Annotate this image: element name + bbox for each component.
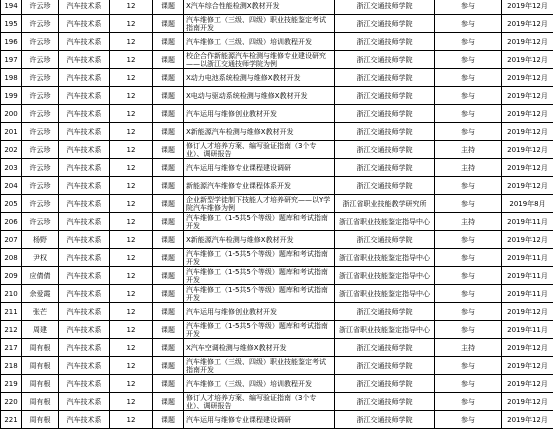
code-cell: 12 [110, 51, 153, 69]
role-cell: 参与 [435, 87, 502, 105]
code-cell: 12 [110, 87, 153, 105]
organization-cell: 浙江省职业技能鉴定指导中心 [335, 321, 435, 339]
code-cell: 12 [110, 105, 153, 123]
department-cell: 汽车技术系 [59, 303, 110, 321]
date-cell: 2019年12月 [502, 69, 553, 87]
role-cell: 参与 [435, 411, 502, 429]
role-cell: 参与 [435, 0, 502, 15]
role-cell: 参与 [435, 15, 502, 33]
organization-cell: 浙江交通技师学院 [335, 0, 435, 15]
department-cell: 汽车技术系 [59, 87, 110, 105]
code-cell: 12 [110, 249, 153, 267]
row-number-cell: 197 [1, 51, 22, 69]
role-cell: 参与 [435, 231, 502, 249]
table-row [1, 267, 553, 285]
table-row [1, 105, 553, 123]
person-name-cell: 许云珍 [22, 123, 59, 141]
role-cell: 主持 [435, 159, 502, 177]
project-title-cell: 汽车维修工（三级、四级）职业技能鉴定考试指南开发 [184, 15, 335, 33]
code-cell: 12 [110, 33, 153, 51]
project-title-cell: 修订人才培养方案、编写验证指南（3个专业）、调研报告 [184, 141, 335, 159]
person-name-cell: 杨野 [22, 231, 59, 249]
table-row [1, 357, 553, 375]
department-cell: 汽车技术系 [59, 159, 110, 177]
project-title-cell: 汽车运用与维修创业教材开发 [184, 105, 335, 123]
category-cell: 课题 [153, 177, 184, 195]
project-title-cell: 汽车维修工（1-5共5个等级）题库和考试指南开发 [184, 249, 335, 267]
organization-cell: 浙江省职业技能鉴定指导中心 [335, 249, 435, 267]
category-cell: 课题 [153, 285, 184, 303]
date-cell: 2019年12月 [502, 123, 553, 141]
project-title-cell: X新能源汽车检测与维修X教材开发 [184, 231, 335, 249]
row-number-cell: 218 [1, 357, 22, 375]
table-row [1, 195, 553, 213]
table-row [1, 51, 553, 69]
department-cell: 汽车技术系 [59, 51, 110, 69]
date-cell: 2019年12月 [502, 231, 553, 249]
organization-cell: 浙江交通技师学院 [335, 339, 435, 357]
person-name-cell: 许云珍 [22, 105, 59, 123]
code-cell: 12 [110, 123, 153, 141]
organization-cell: 浙江省职业技能教学研究所 [335, 195, 435, 213]
project-title-cell: 汽车维修工（三级、四级）培训教程开发 [184, 33, 335, 51]
row-number-cell: 201 [1, 123, 22, 141]
table-row [1, 249, 553, 267]
department-cell: 汽车技术系 [59, 123, 110, 141]
code-cell: 12 [110, 321, 153, 339]
project-title-cell: 汽车运用与维修创业教材开发 [184, 303, 335, 321]
table-row [1, 123, 553, 141]
category-cell: 课题 [153, 357, 184, 375]
row-number-cell: 195 [1, 15, 22, 33]
project-title-cell: 汽车维修工（1-5共5个等级）题库和考试指南开发 [184, 321, 335, 339]
person-name-cell: 许云珍 [22, 33, 59, 51]
table-row [1, 393, 553, 411]
organization-cell: 浙江交通技师学院 [335, 123, 435, 141]
row-number-cell: 217 [1, 339, 22, 357]
category-cell: 课题 [153, 141, 184, 159]
person-name-cell: 许云珍 [22, 177, 59, 195]
project-title-cell: 新能源汽车维修专业课程体系开发 [184, 177, 335, 195]
person-name-cell: 许云珍 [22, 213, 59, 231]
role-cell: 参与 [435, 393, 502, 411]
category-cell: 课题 [153, 375, 184, 393]
person-name-cell: 周有根 [22, 375, 59, 393]
role-cell: 参与 [435, 105, 502, 123]
role-cell: 参与 [435, 267, 502, 285]
role-cell: 主持 [435, 213, 502, 231]
category-cell: 课题 [153, 69, 184, 87]
department-cell: 汽车技术系 [59, 231, 110, 249]
category-cell: 课题 [153, 15, 184, 33]
table-row [1, 0, 553, 15]
department-cell: 汽车技术系 [59, 177, 110, 195]
table-row [1, 69, 553, 87]
category-cell: 课题 [153, 267, 184, 285]
date-cell: 2019年12月 [502, 375, 553, 393]
code-cell: 12 [110, 303, 153, 321]
row-number-cell: 211 [1, 303, 22, 321]
role-cell: 参与 [435, 51, 502, 69]
project-title-cell: 企业新型学徒制下技能人才培养研究——以Y学院汽车维修为例 [184, 195, 335, 213]
table-row [1, 375, 553, 393]
row-number-cell: 221 [1, 411, 22, 429]
date-cell: 2019年12月 [502, 51, 553, 69]
organization-cell: 浙江交通技师学院 [335, 87, 435, 105]
project-title-cell: 汽车维修工（1-5共5个等级）题库和考试指南开发 [184, 267, 335, 285]
role-cell: 参与 [435, 123, 502, 141]
date-cell: 2019年12月 [502, 177, 553, 195]
table-row [1, 141, 553, 159]
date-cell: 2019年11月 [502, 249, 553, 267]
project-title-cell: 汽车维修工（1-5共5个等级）题库和考试指南开发 [184, 285, 335, 303]
person-name-cell: 周有根 [22, 411, 59, 429]
table-row [1, 159, 553, 177]
category-cell: 课题 [153, 159, 184, 177]
project-title-cell: 汽车维修工（三级、四级）培训教程开发 [184, 375, 335, 393]
project-title-cell: 汽车运用与维修专业课程建设调研 [184, 411, 335, 429]
category-cell: 课题 [153, 195, 184, 213]
date-cell: 2019年12月 [502, 33, 553, 51]
organization-cell: 浙江交通技师学院 [335, 177, 435, 195]
person-name-cell: 许云珍 [22, 0, 59, 15]
date-cell: 2019年12月 [502, 87, 553, 105]
row-number-cell: 208 [1, 249, 22, 267]
person-name-cell: 许云珍 [22, 159, 59, 177]
code-cell: 12 [110, 195, 153, 213]
date-cell: 2019年12月 [502, 303, 553, 321]
category-cell: 课题 [153, 393, 184, 411]
row-number-cell: 199 [1, 87, 22, 105]
date-cell: 2019年12月 [502, 159, 553, 177]
table-row [1, 411, 553, 429]
date-cell: 2019年12月 [502, 15, 553, 33]
date-cell: 2019年12月 [502, 0, 553, 15]
category-cell: 课题 [153, 249, 184, 267]
person-name-cell: 余爱霞 [22, 285, 59, 303]
project-title-cell: X汽车综合性能检测X教材开发 [184, 0, 335, 15]
department-cell: 汽车技术系 [59, 33, 110, 51]
date-cell: 2019年11月 [502, 321, 553, 339]
category-cell: 课题 [153, 123, 184, 141]
person-name-cell: 许云珍 [22, 141, 59, 159]
department-cell: 汽车技术系 [59, 141, 110, 159]
table-row [1, 321, 553, 339]
date-cell: 2019年12月 [502, 357, 553, 375]
category-cell: 课题 [153, 231, 184, 249]
role-cell: 参与 [435, 375, 502, 393]
table-row [1, 303, 553, 321]
date-cell: 2019年11月 [502, 285, 553, 303]
row-number-cell: 204 [1, 177, 22, 195]
row-number-cell: 202 [1, 141, 22, 159]
department-cell: 汽车技术系 [59, 249, 110, 267]
department-cell: 汽车技术系 [59, 321, 110, 339]
department-cell: 汽车技术系 [59, 213, 110, 231]
category-cell: 课题 [153, 87, 184, 105]
code-cell: 12 [110, 285, 153, 303]
role-cell: 主持 [435, 339, 502, 357]
table-row [1, 177, 553, 195]
code-cell: 12 [110, 69, 153, 87]
organization-cell: 浙江交通技师学院 [335, 15, 435, 33]
category-cell: 课题 [153, 411, 184, 429]
organization-cell: 浙江交通技师学院 [335, 303, 435, 321]
person-name-cell: 尹权 [22, 249, 59, 267]
organization-cell: 浙江交通技师学院 [335, 411, 435, 429]
person-name-cell: 周有根 [22, 339, 59, 357]
person-name-cell: 张芒 [22, 303, 59, 321]
date-cell: 2019年8月 [502, 195, 553, 213]
date-cell: 2019年12月 [502, 141, 553, 159]
code-cell: 12 [110, 357, 153, 375]
person-name-cell: 许云珍 [22, 15, 59, 33]
role-cell: 参与 [435, 303, 502, 321]
organization-cell: 浙江交通技师学院 [335, 51, 435, 69]
person-name-cell: 周建 [22, 321, 59, 339]
role-cell: 参与 [435, 321, 502, 339]
date-cell: 2019年11月 [502, 267, 553, 285]
category-cell: 课题 [153, 213, 184, 231]
date-cell: 2019年11月 [502, 213, 553, 231]
table-row [1, 285, 553, 303]
row-number-cell: 198 [1, 69, 22, 87]
organization-cell: 浙江交通技师学院 [335, 231, 435, 249]
code-cell: 12 [110, 0, 153, 15]
organization-cell: 浙江省职业技能鉴定指导中心 [335, 267, 435, 285]
row-number-cell: 200 [1, 105, 22, 123]
code-cell: 12 [110, 393, 153, 411]
category-cell: 课题 [153, 321, 184, 339]
project-title-cell: X电动与驱动系统检测与维修X教材开发 [184, 87, 335, 105]
table-row [1, 213, 553, 231]
person-name-cell: 许云珍 [22, 69, 59, 87]
department-cell: 汽车技术系 [59, 357, 110, 375]
row-number-cell: 205 [1, 195, 22, 213]
department-cell: 汽车技术系 [59, 267, 110, 285]
date-cell: 2019年12月 [502, 411, 553, 429]
role-cell: 参与 [435, 195, 502, 213]
department-cell: 汽车技术系 [59, 105, 110, 123]
organization-cell: 浙江交通技师学院 [335, 393, 435, 411]
code-cell: 12 [110, 231, 153, 249]
project-title-cell: 修订人才培养方案、编写验证指南（3个专业）、调研报告 [184, 393, 335, 411]
person-name-cell: 周有根 [22, 393, 59, 411]
code-cell: 12 [110, 411, 153, 429]
category-cell: 课题 [153, 33, 184, 51]
organization-cell: 浙江交通技师学院 [335, 141, 435, 159]
department-cell: 汽车技术系 [59, 375, 110, 393]
code-cell: 12 [110, 177, 153, 195]
row-number-cell: 194 [1, 0, 22, 15]
category-cell: 课题 [153, 0, 184, 15]
project-title-cell: X动力电池系统检测与维修X教材开发 [184, 69, 335, 87]
project-title-cell: 汽车维修工（1-5共5个等级）题库和考试指南开发 [184, 213, 335, 231]
department-cell: 汽车技术系 [59, 285, 110, 303]
organization-cell: 浙江交通技师学院 [335, 69, 435, 87]
person-name-cell: 应倩倩 [22, 267, 59, 285]
row-number-cell: 220 [1, 393, 22, 411]
category-cell: 课题 [153, 51, 184, 69]
organization-cell: 浙江省职业技能鉴定指导中心 [335, 285, 435, 303]
organization-cell: 浙江省职业技能鉴定指导中心 [335, 213, 435, 231]
table-row [1, 15, 553, 33]
organization-cell: 浙江交通技师学院 [335, 375, 435, 393]
project-title-cell: X汽车空调检测与维修X教材开发 [184, 339, 335, 357]
category-cell: 课题 [153, 303, 184, 321]
table-row [1, 33, 553, 51]
person-name-cell: 许云珍 [22, 195, 59, 213]
category-cell: 课题 [153, 339, 184, 357]
code-cell: 12 [110, 267, 153, 285]
organization-cell: 浙江交通技师学院 [335, 159, 435, 177]
person-name-cell: 许云珍 [22, 87, 59, 105]
code-cell: 12 [110, 141, 153, 159]
date-cell: 2019年12月 [502, 339, 553, 357]
organization-cell: 浙江交通技师学院 [335, 105, 435, 123]
row-number-cell: 219 [1, 375, 22, 393]
row-number-cell: 210 [1, 285, 22, 303]
role-cell: 参与 [435, 249, 502, 267]
row-number-cell: 196 [1, 33, 22, 51]
department-cell: 汽车技术系 [59, 69, 110, 87]
person-name-cell: 周有根 [22, 357, 59, 375]
role-cell: 参与 [435, 357, 502, 375]
code-cell: 12 [110, 375, 153, 393]
organization-cell: 浙江交通技师学院 [335, 33, 435, 51]
category-cell: 课题 [153, 105, 184, 123]
row-number-cell: 203 [1, 159, 22, 177]
role-cell: 参与 [435, 285, 502, 303]
department-cell: 汽车技术系 [59, 411, 110, 429]
table-row [1, 231, 553, 249]
department-cell: 汽车技术系 [59, 15, 110, 33]
department-cell: 汽车技术系 [59, 195, 110, 213]
date-cell: 2019年12月 [502, 105, 553, 123]
code-cell: 12 [110, 213, 153, 231]
project-title-cell: 汽车维修工（三级、四级）职业技能鉴定考试指南开发 [184, 357, 335, 375]
organization-cell: 浙江交通技师学院 [335, 357, 435, 375]
role-cell: 主持 [435, 141, 502, 159]
row-number-cell: 206 [1, 213, 22, 231]
role-cell: 参与 [435, 69, 502, 87]
department-cell: 汽车技术系 [59, 0, 110, 15]
date-cell: 2019年12月 [502, 393, 553, 411]
code-cell: 12 [110, 339, 153, 357]
project-title-cell: X新能源汽车检测与维修X教材开发 [184, 123, 335, 141]
role-cell: 参与 [435, 177, 502, 195]
row-number-cell: 209 [1, 267, 22, 285]
table-row [1, 87, 553, 105]
project-title-cell: 汽车运用与维修专业课程建设调研 [184, 159, 335, 177]
table-row [1, 339, 553, 357]
code-cell: 12 [110, 15, 153, 33]
role-cell: 参与 [435, 33, 502, 51]
code-cell: 12 [110, 159, 153, 177]
department-cell: 汽车技术系 [59, 393, 110, 411]
project-title-cell: 校企合作新能源汽车检测与维修专业建设研究——以浙江交通技师学院为例 [184, 51, 335, 69]
row-number-cell: 212 [1, 321, 22, 339]
person-name-cell: 许云珍 [22, 51, 59, 69]
row-number-cell: 207 [1, 231, 22, 249]
department-cell: 汽车技术系 [59, 339, 110, 357]
